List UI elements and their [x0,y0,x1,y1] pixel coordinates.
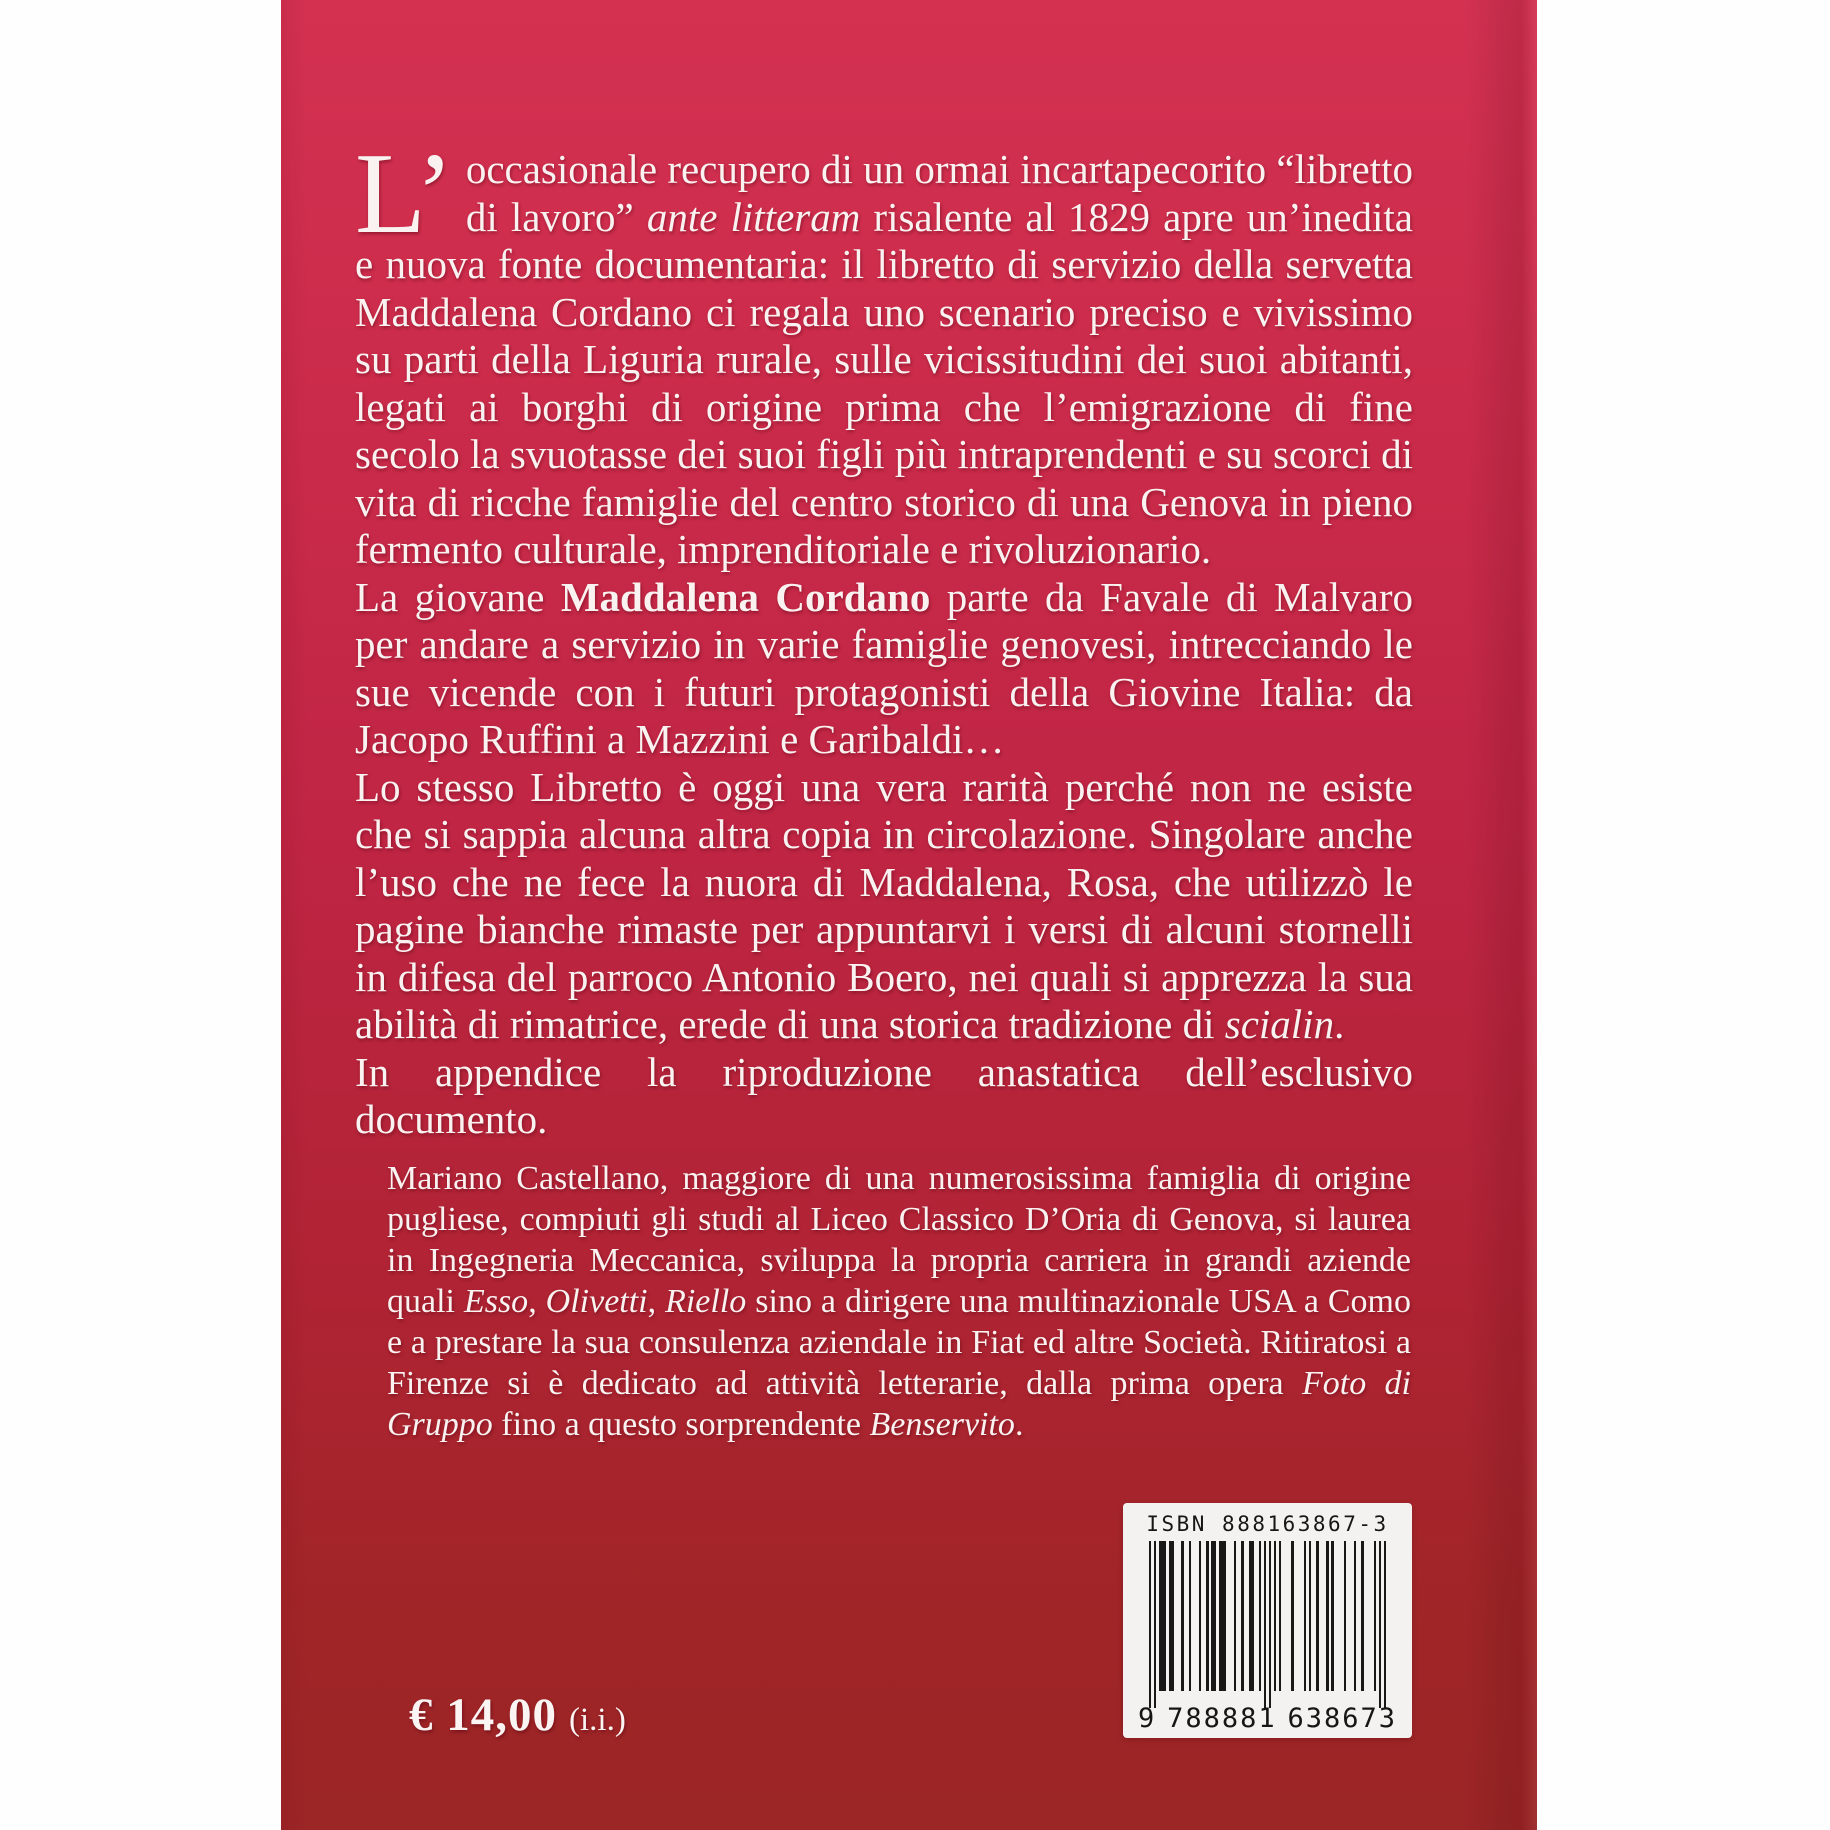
barcode-panel [1123,1503,1412,1738]
price-amount: € 14,00 [409,1689,557,1741]
author-bio [387,1158,1411,1445]
digit-group-lead: 9 [1138,1703,1157,1734]
book-back-cover [281,0,1537,1830]
barcode-digits [1138,1703,1397,1734]
synopsis-paragraph-2: La giovane Maddalena Cordano parte da Favale di Malvaro per andare a servizio in varie famiglie genovesi, intrecciando le sue vicende con i futuri protagonisti della Giovine Italia: da Jacopo Ruffini a Mazzini e Garibaldi… [355,573,1414,762]
digit-group-left: 788881 [1167,1703,1277,1734]
ean-bars [1123,1541,1412,1708]
synopsis-paragraph-1 [355,130,1413,574]
price-note: (i.i.) [569,1702,626,1738]
isbn-label: ISBN 888163867-3 [1146,1512,1389,1536]
author-bio-text: Mariano Castellano, maggiore di una numerosissima famiglia di origine pugliese, compiuti gli studi al Liceo Classico D’Oria di Genova, si laurea in Ingegneria Meccanica, sviluppa la propria carriera in grandi aziende quali Esso, Olivetti, Riello sino a dirigere una multinazionale USA a Como e a prestare la sua consulenza aziendale in Fiat ed altre Società. Ritiratosi a Firenze si è dedicato ad attività letterarie, dalla prima opera Foto di Gruppo fino a questo sorprendente Benservito. [387,1160,1411,1443]
synopsis-paragraph-4: In appendice la riproduzione anastatica dell’esclusivo documento. [355,1048,1413,1142]
price [409,1688,626,1742]
synopsis-paragraph-3: Lo stesso Libretto è oggi una vera rarità perché non ne esiste che si sappia alcuna altra copia in circolazione. Singolare anche l’uso che ne fece la nuora di Maddalena, Rosa, che utilizzò le pagine bianche rimaste per appuntarvi i versi di alcuni stornelli in difesa del parroco Antonio Boero, nei quali si apprezza la sua abilità di rimatrice, erede di una storica tradizione di scialin. [355,763,1413,1047]
synopsis-paragraph-1-text: occasionale recupero di un ormai incartapecorito “libretto di lavoro” ante litteram risalente al 1829 apre un’inedita e nuova fonte documentaria: il libretto di servizio della servetta Maddalena Cordano ci regala uno scenario preciso e vivissimo su parti della Liguria rurale, sulle vicissitudini dei suoi abitanti, legati ai borghi di origine prima che l’emigrazione di fine secolo la svuotasse dei suoi figli più intraprendenti e su scorci di vita di ricche famiglie del centro storico di una Genova in pieno fermento culturale, imprenditoriale e rivoluzionario. [355,146,1413,572]
drop-cap: L’ [355,130,454,258]
digit-group-right: 638673 [1287,1703,1397,1734]
synopsis-block [355,130,1414,1144]
